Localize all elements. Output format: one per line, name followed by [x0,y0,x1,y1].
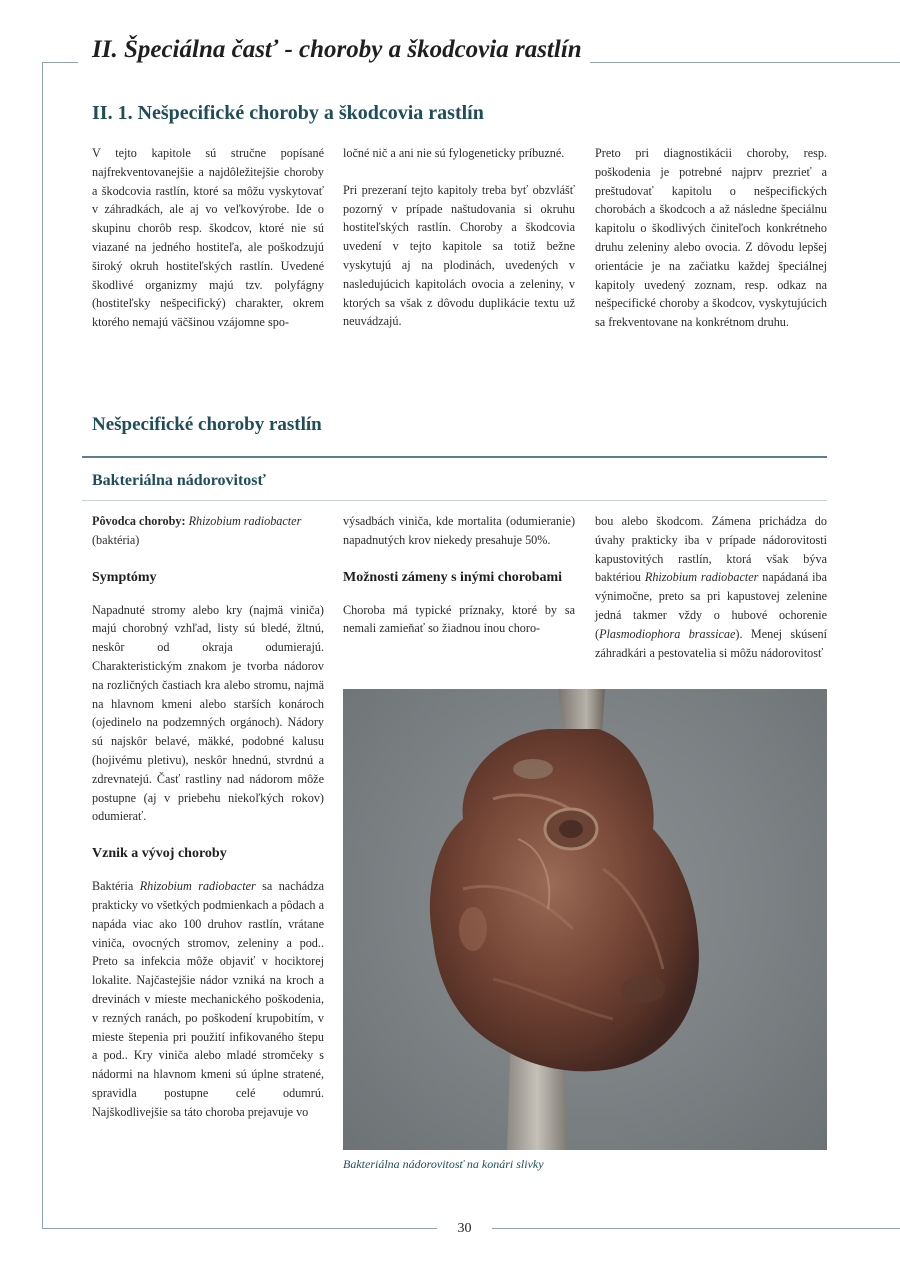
disease-column-3 [595,512,827,680]
pathogen-type: (baktéria) [92,532,140,547]
gall-illustration [343,689,827,1150]
text-run: bou alebo škodcom. Zámena prichádza do úvahy prakticky iba v prípade nádorovitosti kapustovitých rastlín, ktorá však býva baktériou [595,514,827,585]
mortality-text: výsadbách viniča, kde mortalita (odumieranie) napadnutých krov niekedy presahuje 50%. [343,514,575,547]
species-name: Rhizobium radiobacter [644,570,759,585]
pathogen-line [92,512,324,550]
confusion-continued-text [595,512,827,662]
page-number: 30 [457,1221,472,1236]
text-run: sa nachádza prakticky vo všetkých podmienkach a pôdach a napáda viac ako 100 druhov rastlín, vrátane viniča, ovocných stromov, zeleniny a pod.. Preto sa infekcia môže objaviť v hociktorej lokalite. Najčastejšie nádor vzniká na kroch a drevinách v mieste mechanického poškodenia, v rezných ranách, po poškodení krupobitím, v mieste štepenia pri použití infikovaného štepu a pod.. Kry viniča alebo mladé stromčeky s nádormi na hlavnom kmeni sú úplne stratené, spravidla postupne celé odumrú. Najškodlivejšie sa táto choroba prejavuje vo [92,879,325,1119]
disease-title: Bakteriálna nádorovitosť [92,472,266,489]
text-run: Baktéria [92,879,134,894]
disease-column-1 [92,512,324,1140]
intro-paragraph: ločné nič a ani nie sú fylogeneticky príbuzné. [343,146,565,160]
page-frame-top-left [42,62,78,63]
intro-paragraph: Preto pri diagnostikácii choroby, resp. poškodenia je potrebné najprv prezrieť a preštudovať kapitolu o nešpecifických chorobách a škodcoch a až následne špeciálnu kapitolu o škodlivých činiteľoch konkrétneho druhu zeleniny alebo ovocia. Z dôvodu lepšej orientácie je na začiatku každej špeciálnej kapitoly uvedený zoznam, resp. odkaz na nešpecifické choroby a škodcov, vyskytujúcich sa frekventovane na konkrétnom druhu. [595,146,827,330]
intro-column-3 [595,144,827,350]
page-frame-top-right [590,62,900,63]
chapter-title: II. Špeciálna časť - choroby a škodcovia rastlín [92,36,582,63]
pathogen-label: Pôvodca choroby: [92,514,186,528]
origin-heading: Vznik a vývoj choroby [92,846,227,862]
symptoms-heading: Symptómy [92,569,157,585]
intro-column-1 [92,144,324,350]
confusion-text: Choroba má typické príznaky, ktoré by sa nemali zamieňať so žiadnou inou choro- [343,602,575,636]
text-run: ). Menej skúsení záhradkári a pestovatelia si môžu nádorovitosť [595,626,827,660]
heading-divider [82,456,827,458]
photo-caption: Bakteriálna nádorovitosť na konári slivky [343,1157,544,1171]
intro-paragraph: V tejto kapitole sú stručne popísané najfrekventovanejšie a najdôležitejšie choroby a škodcovia rastlín, ktoré sa môžu vyskytovať v záhradkách, ale aj vo veľkovýrobe. Ide o skupinu chorôb resp. škodcov, ktoré nie sú viazané na jedného hostiteľa, ale poškodzujú široký okruh hostiteľských rastlín. Uvedené škodlivé organizmy majú tzv. polyfágny (hostiteľsky nešpecifický) charakter, okrem ktorého nemajú väčšinou vzájomne spo- [92,146,324,330]
gall-photo [343,689,827,1150]
pathogen-name: Rhizobium radiobacter [188,514,302,528]
page-frame-bottom-right [492,1228,900,1229]
intro-paragraph: Pri prezeraní tejto kapitoly treba byť obzvlášť pozorný v prípade naštudovania si okruhu hostiteľských rastlín. Choroby a škodcovia uvedení v tejto kapitole sa totiž bežne vyskytujú aj na plodinách, uvedených v nasledujúcich kapitolách ovocia a zeleniny, v ktorých sa však z dôvodu duplikácie textu už neuvádzajú. [343,182,575,329]
species-name: Rhizobium radiobacter [139,879,256,894]
disease-column-2 [343,512,575,656]
subsection-heading: Nešpecifické choroby rastlín [92,414,322,435]
symptoms-text: Napadnuté stromy alebo kry (najmä viniča) majú chorobný vzhľad, listy sú bledé, žltnú, neskôr od okraja odumierajú. Charakteristickým znakom je tvorba nádorov na rozličných častiach kra alebo stromu, najmä na hlavnom kmeni alebo starších konároch (ojedinelo na podzemných orgánoch). Nádory sú najskôr belavé, mäkké, podobné kalusu (hojivému pletivu), neskôr hnednú, stvrdnú a zdrevnatejú. Časť rastliny nad nádorom môže postupne (aj v priebehu niekoľkých rokov) odumierať. [92,602,324,824]
disease-divider [82,500,827,501]
section-title: II. 1. Nešpecifické choroby a škodcovia rastlín [92,102,484,124]
origin-text [92,877,324,1121]
species-name: Plasmodiophora brassicae [599,626,736,641]
page-frame-bottom-left [42,1228,437,1229]
intro-column-2 [343,144,575,349]
confusion-heading: Možnosti zámeny s inými chorobami [343,569,563,585]
page-frame-left [42,62,43,1228]
text-run: napádaná iba výnimočne, preto sa pri kapustovej zelenine jedná takmer vždy o hubové ochorenie ( [595,570,827,641]
